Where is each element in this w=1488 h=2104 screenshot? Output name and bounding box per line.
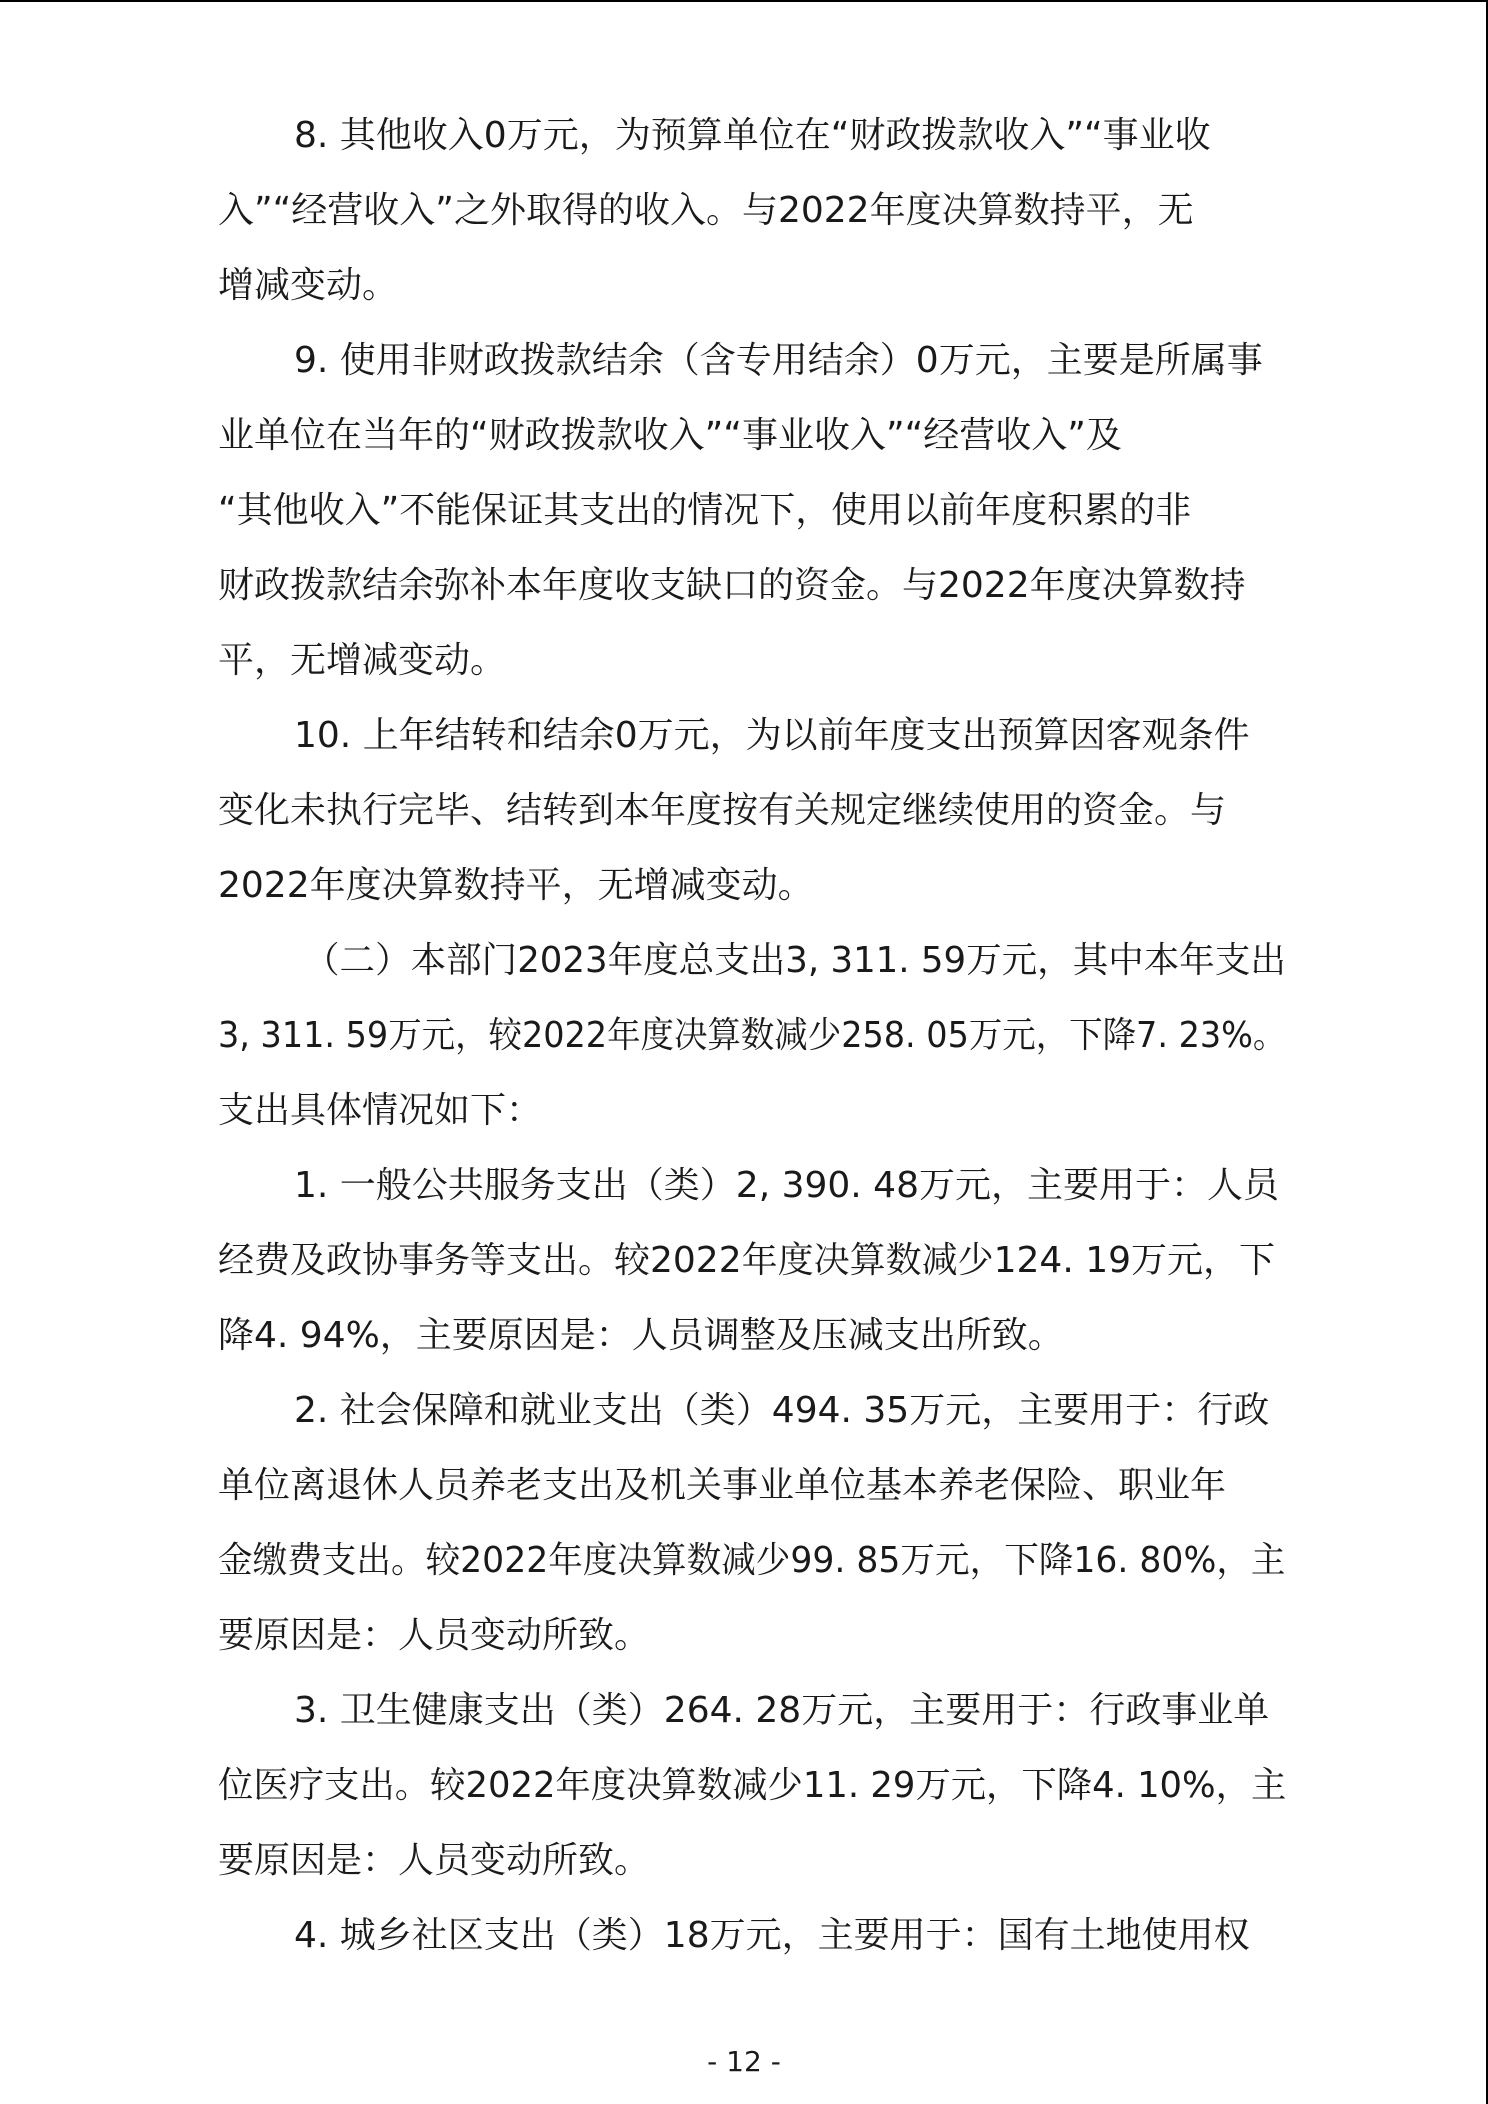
paragraph-line: 4. 城乡社区支出（类）18万元，主要用于：国有土地使用权: [294, 1915, 1250, 1956]
paragraph-line: 支出具体情况如下：: [218, 1090, 543, 1131]
paragraph-line: （二）本部门2023年度总支出3, 311. 59万元，其中本年支出: [304, 940, 1286, 981]
paragraph-line: 业单位在当年的“财政拨款收入”“事业收入”“经营收入”及: [218, 415, 1122, 456]
document-body: [218, 98, 1286, 1973]
paragraph-line: 要原因是：人员变动所致。: [218, 1615, 651, 1656]
paragraph-line: 单位离退休人员养老支出及机关事业单位基本养老保险、职业年: [218, 1465, 1227, 1506]
paragraph-line: 要原因是：人员变动所致。: [218, 1840, 651, 1881]
paragraph-line: 1. 一般公共服务支出（类）2, 390. 48万元，主要用于：人员: [294, 1165, 1279, 1206]
paragraph-line: 变化未执行完毕、结转到本年度按有关规定继续使用的资金。与: [218, 790, 1227, 831]
paragraph-line: 平，无增减变动。: [218, 640, 507, 681]
paragraph-line: 3. 卫生健康支出（类）264. 28万元，主要用于：行政事业单: [294, 1690, 1270, 1731]
paragraph-line: 10. 上年结转和结余0万元，为以前年度支出预算因客观条件: [294, 715, 1250, 756]
page-number: - 12 -: [707, 2045, 781, 2078]
paragraph-line: 3, 311. 59万元，较2022年度决算数减少258. 05万元，下降7. 23%。: [218, 1015, 1287, 1056]
paragraph-line: 9. 使用非财政拨款结余（含专用结余）0万元，主要是所属事: [294, 340, 1263, 381]
paragraph-line: 2. 社会保障和就业支出（类）494. 35万元，主要用于：行政: [294, 1390, 1270, 1431]
paragraph-line: 8. 其他收入0万元，为预算单位在“财政拨款收入”“事业收: [294, 115, 1211, 156]
paragraph-line: “其他收入”不能保证其支出的情况下，使用以前年度积累的非: [218, 490, 1192, 531]
paragraph-line: 金缴费支出。较2022年度决算数减少99. 85万元，下降16. 80%，主: [218, 1540, 1286, 1581]
paragraph-line: 降4. 94%，主要原因是：人员调整及压减支出所致。: [218, 1315, 1064, 1356]
paragraph-line: 经费及政协事务等支出。较2022年度决算数减少124. 19万元，下: [218, 1240, 1276, 1281]
paragraph-line: 财政拨款结余弥补本年度收支缺口的资金。与2022年度决算数持: [218, 565, 1246, 606]
page-top-border: [0, 0, 1488, 2]
paragraph-line: 位医疗支出。较2022年度决算数减少11. 29万元，下降4. 10%，主: [218, 1765, 1287, 1806]
paragraph-line: 增减变动。: [218, 265, 399, 306]
paragraph-line: 2022年度决算数持平，无增减变动。: [218, 865, 814, 906]
paragraph-line: 入”“经营收入”之外取得的收入。与2022年度决算数持平，无: [218, 190, 1194, 231]
